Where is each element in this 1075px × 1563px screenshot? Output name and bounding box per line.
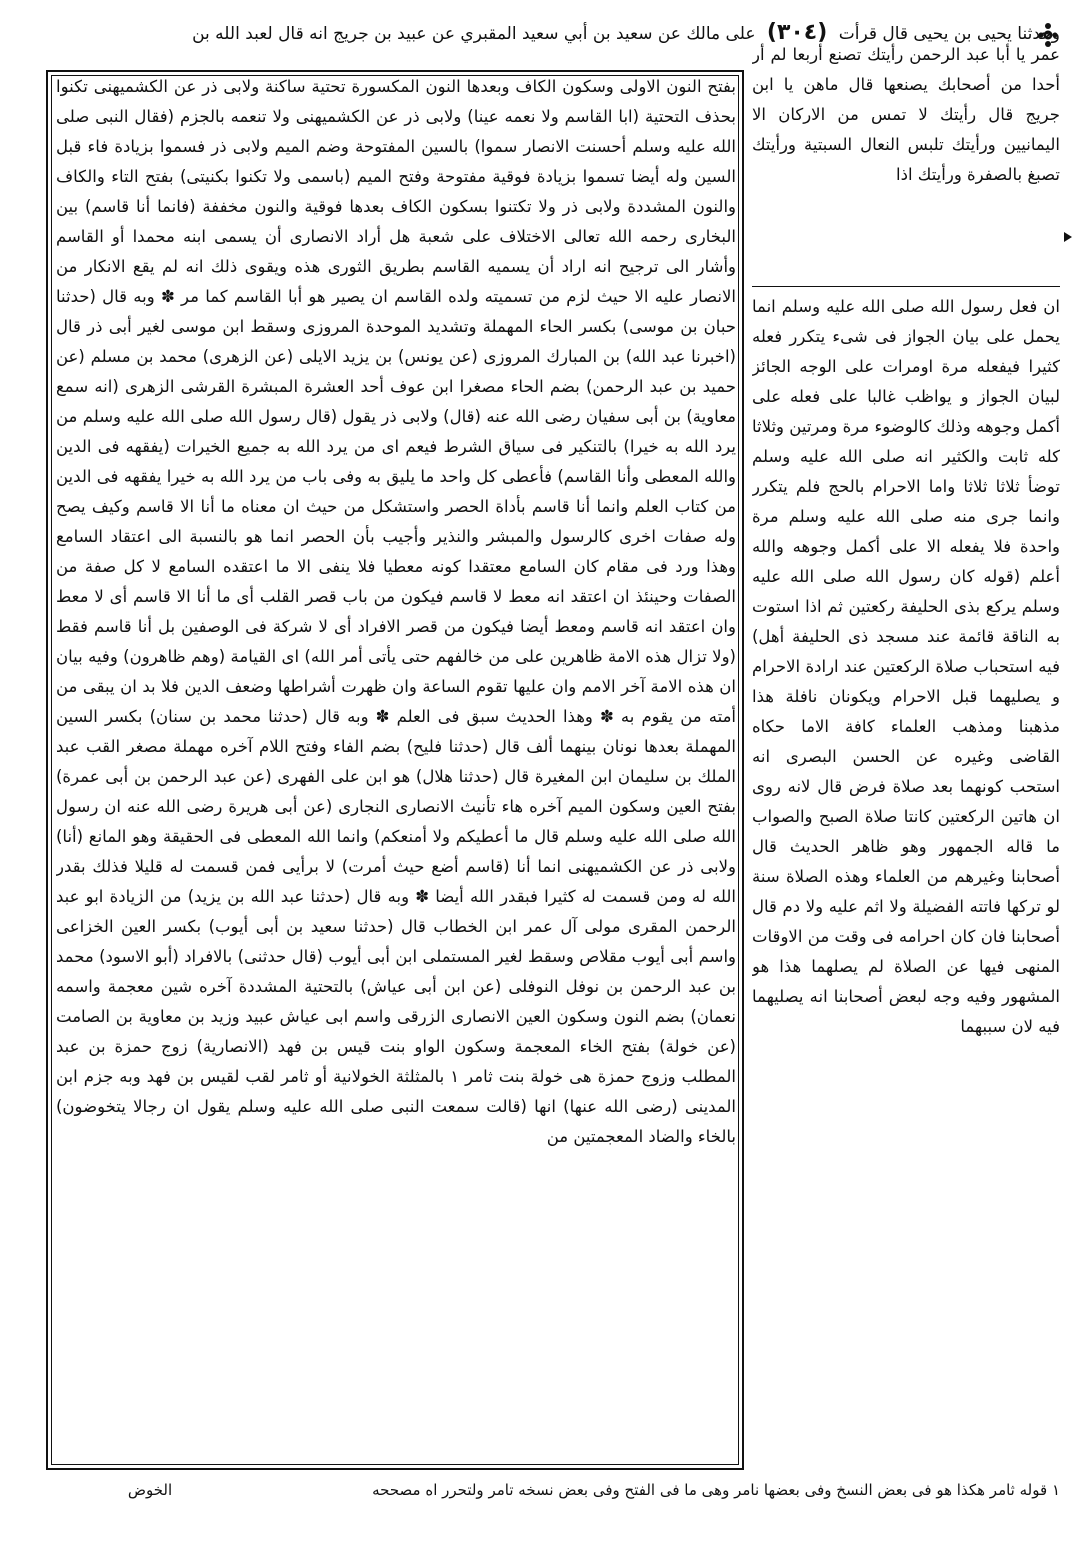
margin-text-bottom: ان فعل رسول الله صلى الله عليه وسلم انما يحمل على بيان الجواز فى شىء يتكرر فعله كثيرا فيفعله مرة اومرات على الوجه الجائز لبيان الجواز و يواظب غالبا على فعله على أكمل وجوهه وذلك كالوضوء مرة ومرتين وثلاثا كله ثابت والكثير انه صلى الله عليه وسلم توضأ ثلاثا ثلاثا واما الاحرام بالحج فلم يتكرر وانما جرى منه صلى الله عليه وسلم مرة واحدة فلا يفعله الا على أكمل وجوهه والله أعلم (قوله كان رسول الله صلى الله عليه وسلم يركع بذى الحليفة ركعتين ثم اذا استوت به الناقة قائمة عند مسجد ذى الحليفة أهل) فيه استحباب صلاة الركعتين عند ارادة الاحرام و يصليهما قبل الاحرام ويكونان نافلة هذا مذهبنا ومذهب العلماء كافة الاما حكاه القاضى وغيره عن الحسن البصرى انه استحب كونهما بعد صلاة فرض قال لانه روى ان هاتين الركعتين كانتا صلاة الصبح والصواب ما قاله الجمهور وهو ظاهر الحديث قال أصحابنا وغيرهم من العلماء وهذه الصلاة سنة لو تركها فاتته الفضيلة ولا اثم عليه ولا دم قال أصحابنا فان كان احرامه فى وقت من الاوقات المنهى فيها عن الصلاة لم يصلهما هذا هو المشهور وفيه وجه لبعض أصحابنا انه يصليهما فيه لان سببهما [752,297,1060,1036]
main-commentary-text: بفتح النون الاولى وسكون الكاف وبعدها النون المكسورة تحتية ساكنة ولابى ذر عن الكشميهنى تكنوا بحذف التحتية (ابا القاسم ولا نعمه عينا) ولابى ذر عن الكشميهنى ولا تنعمه بالجزم (فقال النبى صلى الله عليه وسلم أحسنت الانصار سموا) بالسين المفتوحة وضم الميم ولابى ذر فسموا بزيادة فاء قبل السين وله أيضا تسموا بزيادة فوقية مفتوحة وفتح الميم (باسمى ولا تكنوا بكنيتى) بفتح التاء والكاف والنون المشددة ولابى ذر ولا تكتنوا بسكون الكاف بعدها فوقية والنون مخففة (فانما أنا قاسم) بين البخارى رحمه الله تعالى الاختلاف على شعبة هل أراد الانصارى أن يسمى ابنه محمدا أو القاسم وأشار الى ترجيح انه اراد أن يسميه القاسم بطريق الثورى هذه ويقوى ذلك انه لم يقع الانكار من الانصار عليه الا حيث لزم من تسميته ولده القاسم ان يصير هو أبا القاسم كما مر ✽ وبه قال (حدثنا حبان بن موسى) بكسر الحاء المهملة وتشديد الموحدة المروزى وسقط ابن موسى لغير أبى ذر قال (اخبرنا عبد الله) بن المبارك المروزى (عن يونس) بن يزيد الايلى (عن الزهرى) محمد بن مسلم (عن حميد بن عبد الرحمن) بضم الحاء مصغرا ابن عوف أحد العشرة المبشرة القرشى الزهرى (انه سمع معاوية) بن أبى سفيان رضى الله عنه (قال) ولابى ذر يقول (قال رسول الله صلى الله عليه وسلم من يرد الله به خيرا) بالتنكير فى سياق الشرط فيعم اى من يرد الله به جميع الخيرات (يفقهه فى الدين والله المعطى وأنا القاسم) فأعطى كل واحد ما يليق به وفى باب من يرد الله به خيرا يفقهه فى الدين من كتاب العلم وانما أنا قاسم بأداة الحصر واستشكل من حيث ان معناه ما أنا الا قاسم وكيف يصح وله صفات اخرى كالرسول والمبشر والنذير وأجيب بأن الحصر انما هو بالنسبة الى اعتقاد السامع وهذا ورد فى مقام كان السامع معتقدا كونه معطيا فلا ينفى الا ما اعتقده السامع لا كل صفة من الصفات وحينئذ ان اعتقد انه معط لا قاسم فيكون من باب قصر القلب أى ما أنا الا قاسم أى لا معط وان اعتقد انه قاسم ومعط أيضا فيكون من قصر الافراد أى لا شركة فى الوصفين بل أنا قاسم فقط (ولا تزال هذه الامة ظاهرين على من خالفهم حتى يأتى أمر الله) اى القيامة (وهم ظاهرون) وفيه بيان ان هذه الامة آخر الامم وان عليها تقوم الساعة وان ظهرت أشراطها وضعف الدين فلا بد ان يبقى من أمته من يقوم به ✽ وهذا الحديث سبق فى العلم ✽ وبه قال (حدثنا محمد بن سنان) بكسر السين المهملة بعدها نونان بينهما ألف قال (حدثنا فليح) بضم الفاء وفتح اللام آخره مهملة مصغر القب عبد الملك بن سليمان ابن المغيرة قال (حدثنا هلال) هو ابن على الفهرى (عن عبد الرحمن بن أبى عمرة) بفتح العين وسكون الميم آخره هاء تأنيث الانصارى النجارى (عن أبى هريرة رضى الله عنه ان رسول الله صلى الله عليه وسلم قال ما أعطيكم ولا أمنعكم) وانما الله المعطى فى الحقيقة وهو المانع (أنا) ولابى ذر عن الكشميهنى انما أنا (قاسم أضع حيث أمرت) لا برأيى فمن قسمت له قليلا فذلك بقدر الله له ومن قسمت له كثيرا فبقدر الله أيضا ✽ وبه قال (حدثنا عبد الله بن يزيد) من الزيادة ابو عبد الرحمن المقرى مولى آل عمر ابن الخطاب قال (حدثنا سعيد بن أبى أيوب) بكسر العين الخزاعى واسم أبى أيوب مقلاص وسقط لغير المستملى ابن أبى أيوب (قال حدثنى) بالافراد (أبو الاسود) محمد بن عبد الرحمن بن نوفل النوفلى (عن ابن أبى عياش) بالتحتية المشددة آخره شين معجمة واسمه نعمان) بضم النون وسكون العين الانصارى الزرقى واسم ابى عياش عبيد وزيد بن معاوية بن الصامت (عن خولة) بفتح الخاء المعجمة وسكون الواو بنت قيس بن فهد (الانصارية) زوج حمزة بن عبد المطلب وزوج حمزة هى خولة بنت ثامر ١ بالمثلثة الخولانية أو ثامر لقب لقيس بن فهد وبه جزم ابن المدينى (رضى الله عنها) انها (قالت سمعت النبى صلى الله عليه وسلم يقول ان رجالا يتخوضون) بالخاء والضاد المعجمتين من [56,77,736,1146]
margin-divider [752,286,1060,287]
page-number: (٣٠٤) [766,20,828,45]
header-text-left: على مالك عن سعيد بن أبي سعيد المقبري عن عبيد بن جريج انه قال لعبد الله بن [192,24,756,44]
header-text-right: وحدثنا يحيى بن يحيى قال قرأت [838,24,1060,44]
catchword: الخوض [127,1481,173,1499]
footnote: ١ قوله ثامر هكذا هو فى بعض النسخ وفى بعضها نامر وهى ما فى الفتح وفى بعض نسخه تامر ولتحرر اه مصححه [372,1481,1060,1499]
margin-text-top: عمر يا أبا عبد الرحمن رأيتك تصنع أربعا لم أر أحدا من أصحابك يصنعها قال ماهن يا ابن جريج قال رأيتك لا تمس من الاركان الا اليمانيين ورأيتك تلبس النعال السبتية ورأيتك تصبغ بالصفرة ورأيتك اذا [752,45,1060,184]
arrow-marker-icon [1064,232,1072,242]
margin-commentary [752,40,1060,1470]
